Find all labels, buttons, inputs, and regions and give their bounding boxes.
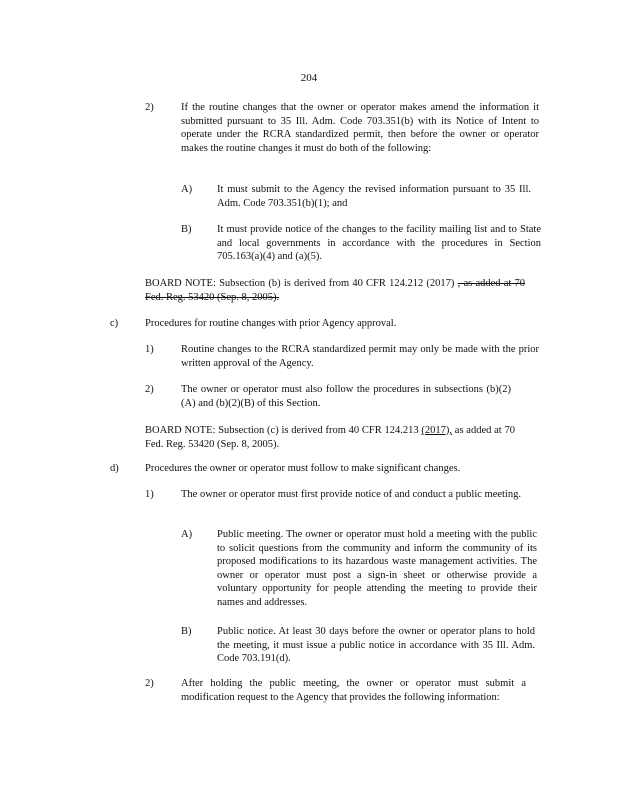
board-note-text: BOARD NOTE: Subsection (c) is derived from 40 CFR 124.213 <box>145 425 419 436</box>
paragraph: Public meeting. The owner or operator must hold a meeting with the public to solicit questions from the community and inform the community of its proposed modifications to its hazardous waste management activities. The owner or operator must post a sign-in sheet or otherwise provide a voluntary opportunity for people attending the meeting to provide their names and addresses. <box>217 529 537 608</box>
board-note <box>145 277 525 304</box>
board-note-text: as added at 70 Fed. Reg. 53420 (Sep. 8, 2005). <box>145 425 515 450</box>
item-label: 2) <box>145 102 154 113</box>
item-label: d) <box>110 463 119 474</box>
paragraph: Procedures for routine changes with prior Agency approval. <box>145 318 397 329</box>
board-note <box>145 424 515 451</box>
paragraph: The owner or operator must also follow the procedures in subsections (b)(2)(A) and (b)(2)(B) of this Section. <box>181 384 511 409</box>
item-label: c) <box>110 318 119 329</box>
board-note-struck-text: , as added at 70 Fed. Reg. 53420 (Sep. 8, 2005). <box>145 278 526 303</box>
item-label: 1) <box>145 344 154 355</box>
item-label: 2) <box>145 384 154 395</box>
item-label: 2) <box>145 678 154 689</box>
paragraph: Procedures the owner or operator must follow to make significant changes. <box>145 463 461 474</box>
paragraph: It must submit to the Agency the revised information pursuant to 35 Ill. Adm. Code 703.351(b)(1); and <box>217 184 531 209</box>
item-label: B) <box>181 626 192 637</box>
paragraph: After holding the public meeting, the owner or operator must submit a modification request to the Agency that provides the following information: <box>181 678 526 703</box>
paragraph: The owner or operator must first provide notice of and conduct a public meeting. <box>181 489 521 500</box>
item-label: 1) <box>145 489 154 500</box>
paragraph: It must provide notice of the changes to the facility mailing list and to State and local governments in accordance with the procedures in Section 705.163(a)(4) and (a)(5). <box>217 224 541 262</box>
board-note-underlined-text: (2017), <box>421 425 453 436</box>
paragraph: Routine changes to the RCRA standardized permit may only be made with the prior written approval of the Agency. <box>181 344 539 369</box>
item-label: A) <box>181 184 193 195</box>
item-label: A) <box>181 529 193 540</box>
paragraph: If the routine changes that the owner or operator makes amend the information it submitted pursuant to 35 Ill. Adm. Code 703.351(b) with its Notice of Intent to operate under the RCRA standardized permit, then before the owner or operator makes the routine changes it must do both of the following: <box>181 102 539 154</box>
board-note-text: BOARD NOTE: Subsection (b) is derived from 40 CFR 124.212 (2017) <box>145 278 455 289</box>
paragraph: Public notice. At least 30 days before the owner or operator plans to hold the meeting, it must issue a public notice in accordance with 35 Ill. Adm. Code 703.191(d). <box>217 626 535 664</box>
page-number: 204 <box>300 72 318 84</box>
item-label: B) <box>181 224 192 235</box>
